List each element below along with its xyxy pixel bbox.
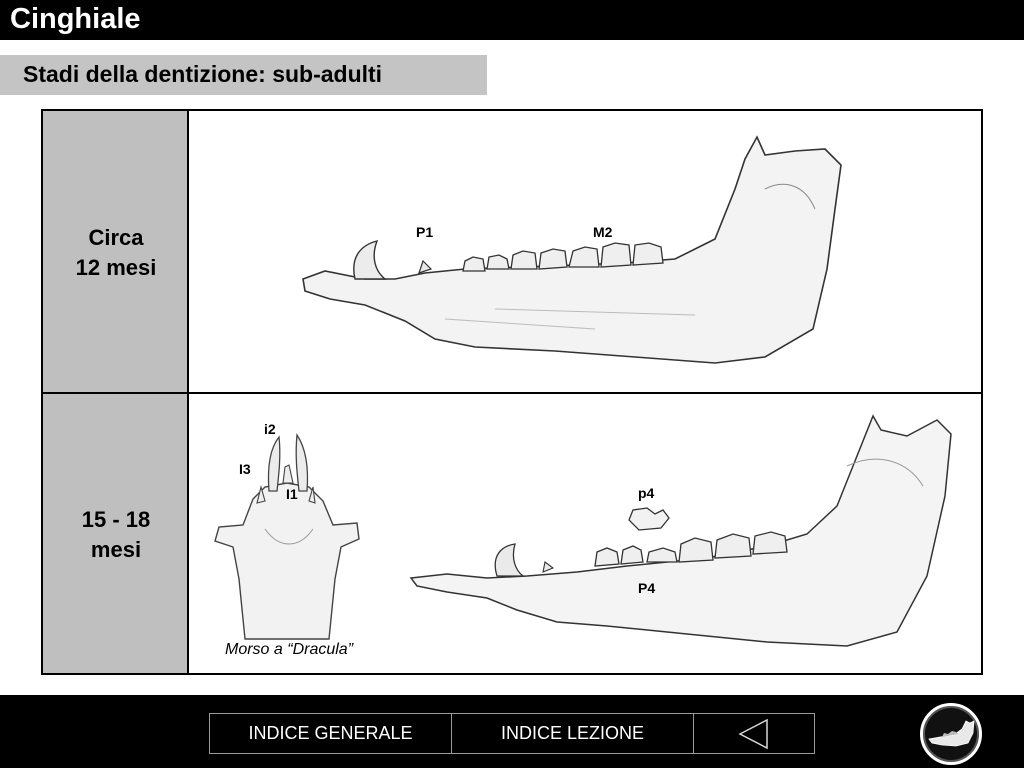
- title-bar: [0, 0, 1024, 40]
- snout-frontal-drawing: [209, 429, 379, 644]
- tooth-label-i2: i2: [264, 421, 276, 437]
- triangle-left-icon: [737, 717, 771, 751]
- page-title: Cinghiale: [10, 3, 141, 35]
- navigation-bar: [0, 695, 1024, 768]
- age-label-row1-line1: Circa: [88, 225, 144, 250]
- tooth-label-i1: I1: [286, 486, 298, 502]
- age-label-row2-line1: 15 - 18: [81, 507, 151, 532]
- dracula-bite-caption: Morso a “Dracula”: [225, 641, 354, 658]
- age-label-row2-line2: mesi: [90, 537, 142, 562]
- mandible-12-months-drawing: [295, 129, 855, 369]
- row-divider: [43, 392, 981, 394]
- general-index-button[interactable]: INDICE GENERALE: [210, 714, 452, 753]
- section-subtitle: Stadi della dentizione: sub-adulti: [23, 61, 383, 87]
- jaw-logo-icon: [926, 719, 976, 749]
- nav-button-group: [209, 713, 815, 754]
- tooth-label-m2: M2: [593, 224, 613, 240]
- tooth-label-p4-upper: P4: [638, 580, 656, 596]
- section-header: [0, 55, 487, 95]
- home-logo-button[interactable]: [920, 703, 982, 765]
- age-label-row1: [43, 223, 189, 283]
- tooth-label-i3: I3: [239, 461, 251, 477]
- tooth-label-p4-lower: p4: [638, 485, 655, 501]
- lesson-index-button[interactable]: INDICE LEZIONE: [452, 714, 694, 753]
- back-button[interactable]: [694, 714, 814, 753]
- age-label-row1-line2: 12 mesi: [75, 255, 157, 280]
- mandible-15-18-months-drawing: [407, 406, 957, 656]
- age-label-row2: [43, 505, 189, 565]
- tooth-label-p1: P1: [416, 224, 434, 240]
- dentition-table: [41, 109, 983, 675]
